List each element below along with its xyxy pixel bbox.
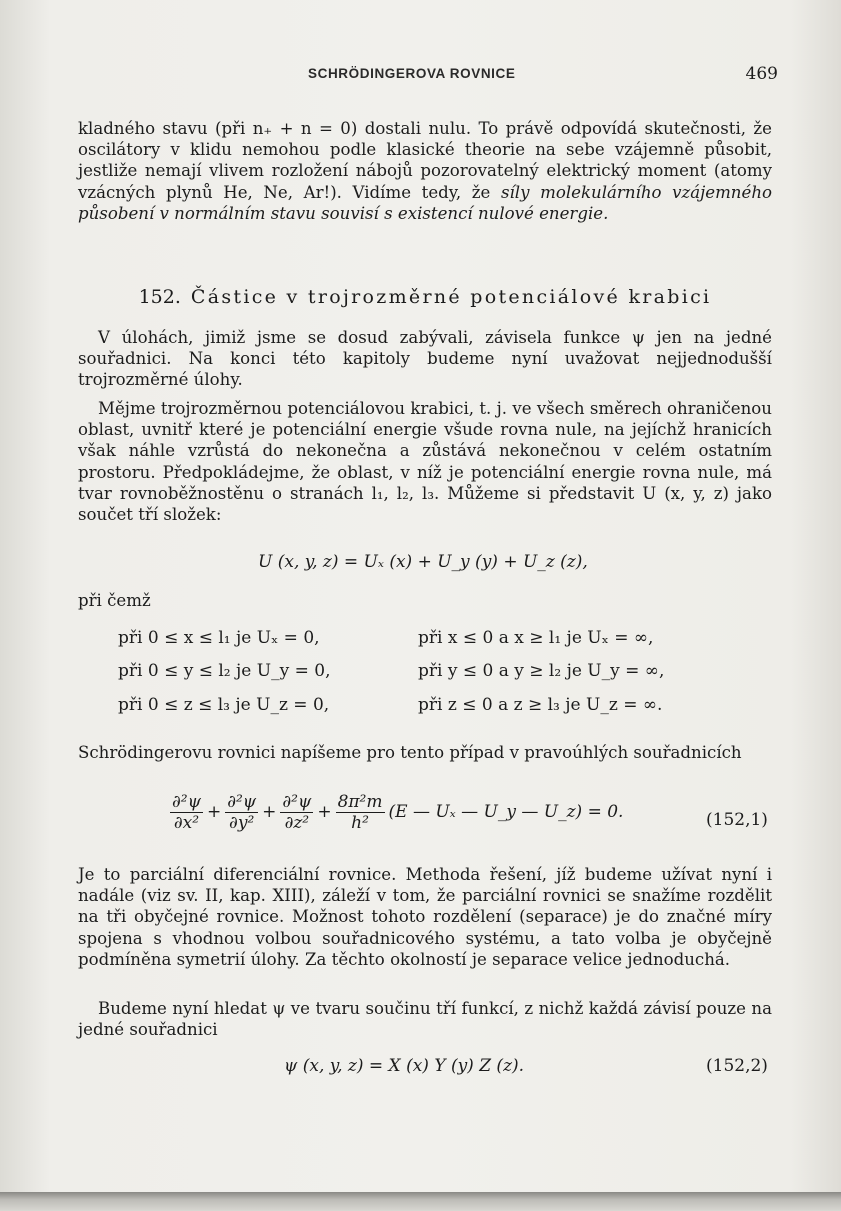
intro-italic-text: síly molekulárního vzájemného působení v normálním stavu souvisí s existencí nulové energie. xyxy=(78,182,772,223)
condition-inside-x: při 0 ≤ x ≤ l₁ je Uₓ = 0, xyxy=(118,628,320,648)
paragraph-1-text: V úlohách, jimiž jsme se dosud zabývali, závisela funkce ψ jen na jedné souřadnici. Na konci této kapitoly budeme nyní uvažovat nejjednodušší trojrozměrné úlohy. xyxy=(78,328,772,390)
section-title: Částice v trojrozměrné potenciálové krabici xyxy=(190,286,712,308)
condition-outside-z: při z ≤ 0 a z ≥ l₃ je U_z = ∞. xyxy=(418,695,663,715)
paragraph-2-text: Mějme trojrozměrnou potenciálovou krabici, t. j. ve všech směrech ohraničenou oblast, uvnitř které je potenciální energie všude rovna nule, na jejíchž hranicích však náhle vzrůstá do nekonečna a zůstává nekonečnou v celém ostatním prostoru. Předpokládejme, že oblast, v níž je potenciální energie rovna nule, má tvar rovnoběžnostěnu o stranách l₁, l₂, l₃. Můžeme si představit U (x, y, z) jako součet tří složek: xyxy=(78,399,772,525)
paragraph-3 xyxy=(78,742,772,763)
intro-paragraph xyxy=(78,118,772,224)
page-bottom-edge xyxy=(0,1192,841,1211)
condition-inside-y: při 0 ≤ y ≤ l₂ je U_y = 0, xyxy=(118,661,331,681)
paragraph-5 xyxy=(78,998,772,1040)
fraction-coefficient: $\frac{\text{8π²m}}{\text{h²}}$ xyxy=(337,792,383,833)
paragraph-5-text: Budeme nyní hledat ψ ve tvaru součinu tří funkcí, z nichž každá závisí pouze na jedné souřadnici xyxy=(78,999,772,1040)
fraction-d2psi-dy2: $\frac{\text{∂²ψ}}{\text{∂y²}}$ xyxy=(227,792,257,833)
equation-schrodinger: $\frac{\text{∂²ψ}}{\text{∂x²}}$ + $\frac{\text{∂²ψ}}{\text{∂y²}}$ + $\frac{\text{∂²ψ}}{\text{∂z²}}$ + $\frac{\text{8π²m}}{\text{h²}}$ (E — Uₓ — U_y — U_z) = 0. xyxy=(172,792,624,833)
condition-outside-y: při y ≤ 0 a y ≥ l₂ je U_y = ∞, xyxy=(418,661,665,681)
paragraph-1 xyxy=(78,327,772,391)
paragraph-3-text: Schrödingerovu rovnici napíšeme pro tento případ v pravoúhlých souřadnicích xyxy=(78,743,742,762)
equation-sum: U (x, y, z) = Uₓ (x) + U_y (y) + U_z (z), xyxy=(258,552,588,572)
schrodinger-tail: (E — Uₓ — U_y — U_z) = 0. xyxy=(388,802,624,822)
equation-number-152-1: (152,1) xyxy=(706,810,768,830)
paragraph-4-text: Je to parciální diferenciální rovnice. Methoda řešení, jíž budeme užívat nyní i nadále (viz sv. II, kap. XIII), záleží v tom, že parciální rovnici se snažíme rozdělit na tři obyčejné rovnice. Možnost tohoto rozdělení (separace) je do značné míry spojena s vhodnou volbou souřadnicového systému, a tato volba je obyčejně podmíněna symetrií úlohy. Za těchto okolností je separace velice jednoduchá. xyxy=(78,865,772,969)
equation-number-152-2: (152,2) xyxy=(706,1056,768,1076)
intro-text: kladného stavu (při n₊ + n = 0) dostali nulu. To právě odpovídá skutečnosti, že oscilátory v klidu nemohou podle klasické theorie na sebe vzájemně působit, jestliže nemají vlivem rozložení nábojů pozorovatelný elektrický moment (atomy vzácných plynů He, Ne, Ar!). Vidíme tedy, že xyxy=(78,119,772,202)
fraction-d2psi-dx2: $\frac{\text{∂²ψ}}{\text{∂x²}}$ xyxy=(172,792,201,833)
paragraph-4 xyxy=(78,864,772,970)
fraction-d2psi-dz2: $\frac{\text{∂²ψ}}{\text{∂z²}}$ xyxy=(282,792,312,833)
running-title: SCHRÖDINGEROVA ROVNICE xyxy=(308,66,516,81)
condition-inside-z: při 0 ≤ z ≤ l₃ je U_z = 0, xyxy=(118,695,330,715)
page-number: 469 xyxy=(745,64,778,84)
section-number: 152. xyxy=(138,286,181,308)
page-header xyxy=(78,64,778,86)
pri-cemz xyxy=(78,590,772,611)
section-heading xyxy=(78,286,772,308)
condition-outside-x: při x ≤ 0 a x ≥ l₁ je Uₓ = ∞, xyxy=(418,628,654,648)
paragraph-2 xyxy=(78,398,772,525)
equation-product: ψ (x, y, z) = X (x) Y (y) Z (z). xyxy=(284,1056,525,1076)
pri-cemz-text: při čemž xyxy=(78,591,151,610)
